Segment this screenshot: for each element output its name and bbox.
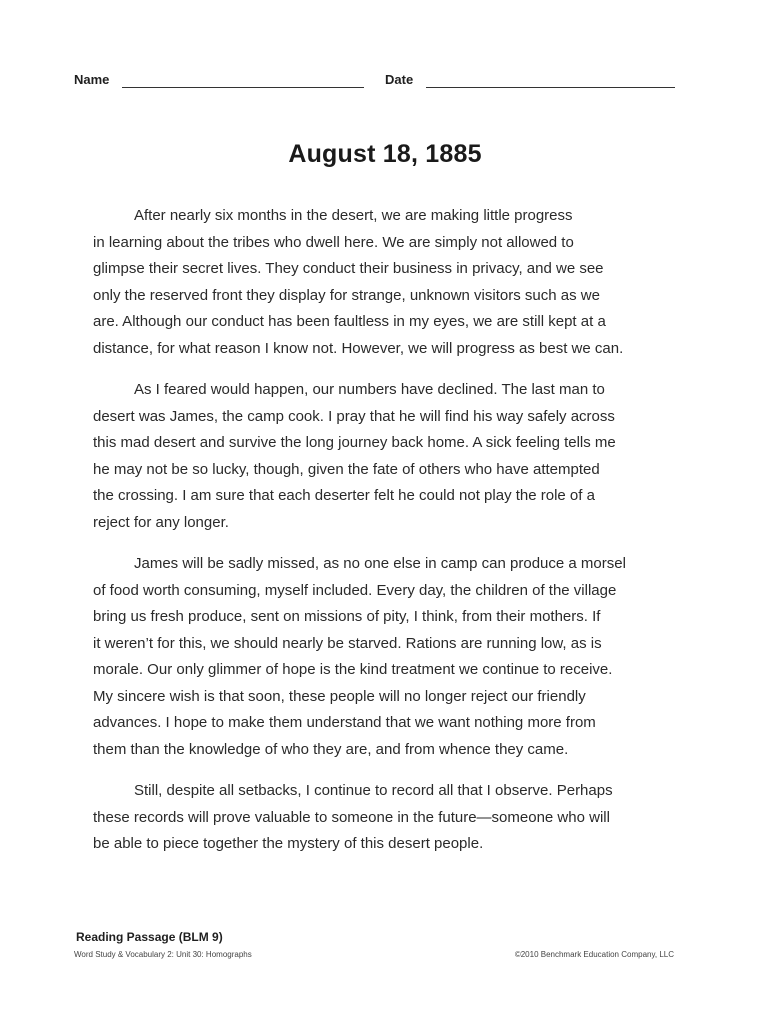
paragraph-line: bring us fresh produce, sent on missions of pity, I think, from their mothers. If (93, 608, 601, 625)
page-title: August 18, 1885 (288, 140, 482, 168)
paragraph-line: are. Although our conduct has been faultless in my eyes, we are still kept at a (93, 313, 606, 330)
paragraph-line: these records will prove valuable to someone in the future—someone who will (93, 808, 610, 826)
passage-body (93, 203, 683, 873)
paragraph-line: the crossing. I am sure that each deserter felt he could not play the role of a (93, 487, 595, 504)
paragraph-line: be able to piece together the mystery of this desert people. (93, 835, 484, 852)
footer-copyright: ©2010 Benchmark Education Company, LLC (514, 950, 674, 959)
paragraph-line: James will be sadly missed, as no one else in camp can produce a morsel (134, 555, 626, 572)
paragraph-line: desert was James, the camp cook. I pray that he will find his way safely across (93, 407, 615, 425)
paragraph-line: morale. Our only glimmer of hope is the kind treatment we continue to receive. (93, 661, 613, 678)
footer (74, 930, 676, 970)
paragraph-line: As I feared would happen, our numbers have declined. The last man to (134, 381, 605, 398)
paragraph-line: My sincere wish is that soon, these people will no longer reject our friendly (93, 687, 586, 705)
paragraph-line: distance, for what reason I know not. However, we will progress as best we can. (93, 339, 624, 357)
paragraph (93, 203, 683, 362)
footer-title: Reading Passage (BLM 9) (76, 930, 223, 944)
name-label: Name (74, 72, 110, 87)
paragraph-line: of food worth consuming, myself included. Every day, the children of the village (93, 581, 617, 599)
paragraph (93, 377, 683, 536)
header (74, 72, 676, 92)
date-label: Date (385, 72, 414, 87)
paragraph-line: reject for any longer. (93, 513, 229, 531)
date-field-line[interactable] (426, 87, 675, 88)
paragraph-line: in learning about the tribes who dwell here. We are simply not allowed to (93, 233, 574, 251)
name-field-line[interactable] (122, 87, 364, 88)
paragraph-line: After nearly six months in the desert, we are making little progress (134, 207, 573, 224)
paragraph-line: only the reserved front they display for strange, unknown visitors such as we (93, 286, 600, 304)
paragraph-line: advances. I hope to make them understand that we want nothing more from (93, 714, 596, 731)
paragraph-line: he may not be so lucky, though, given the fate of others who have attempted (93, 460, 600, 478)
footer-subtitle: Word Study & Vocabulary 2: Unit 30: Homographs (74, 950, 252, 959)
paragraph-line: it weren’t for this, we should nearly be starved. Rations are running low, as is (93, 634, 602, 652)
paragraph-line: Still, despite all setbacks, I continue to record all that I observe. Perhaps (134, 782, 613, 799)
paragraph-line: them than the knowledge of who they are, and from whence they came. (93, 740, 569, 758)
paragraph-line: glimpse their secret lives. They conduct their business in privacy, and we see (93, 260, 604, 277)
paragraph-line: this mad desert and survive the long journey back home. A sick feeling tells me (93, 434, 616, 451)
paragraph (93, 778, 683, 858)
paragraph (93, 551, 683, 763)
